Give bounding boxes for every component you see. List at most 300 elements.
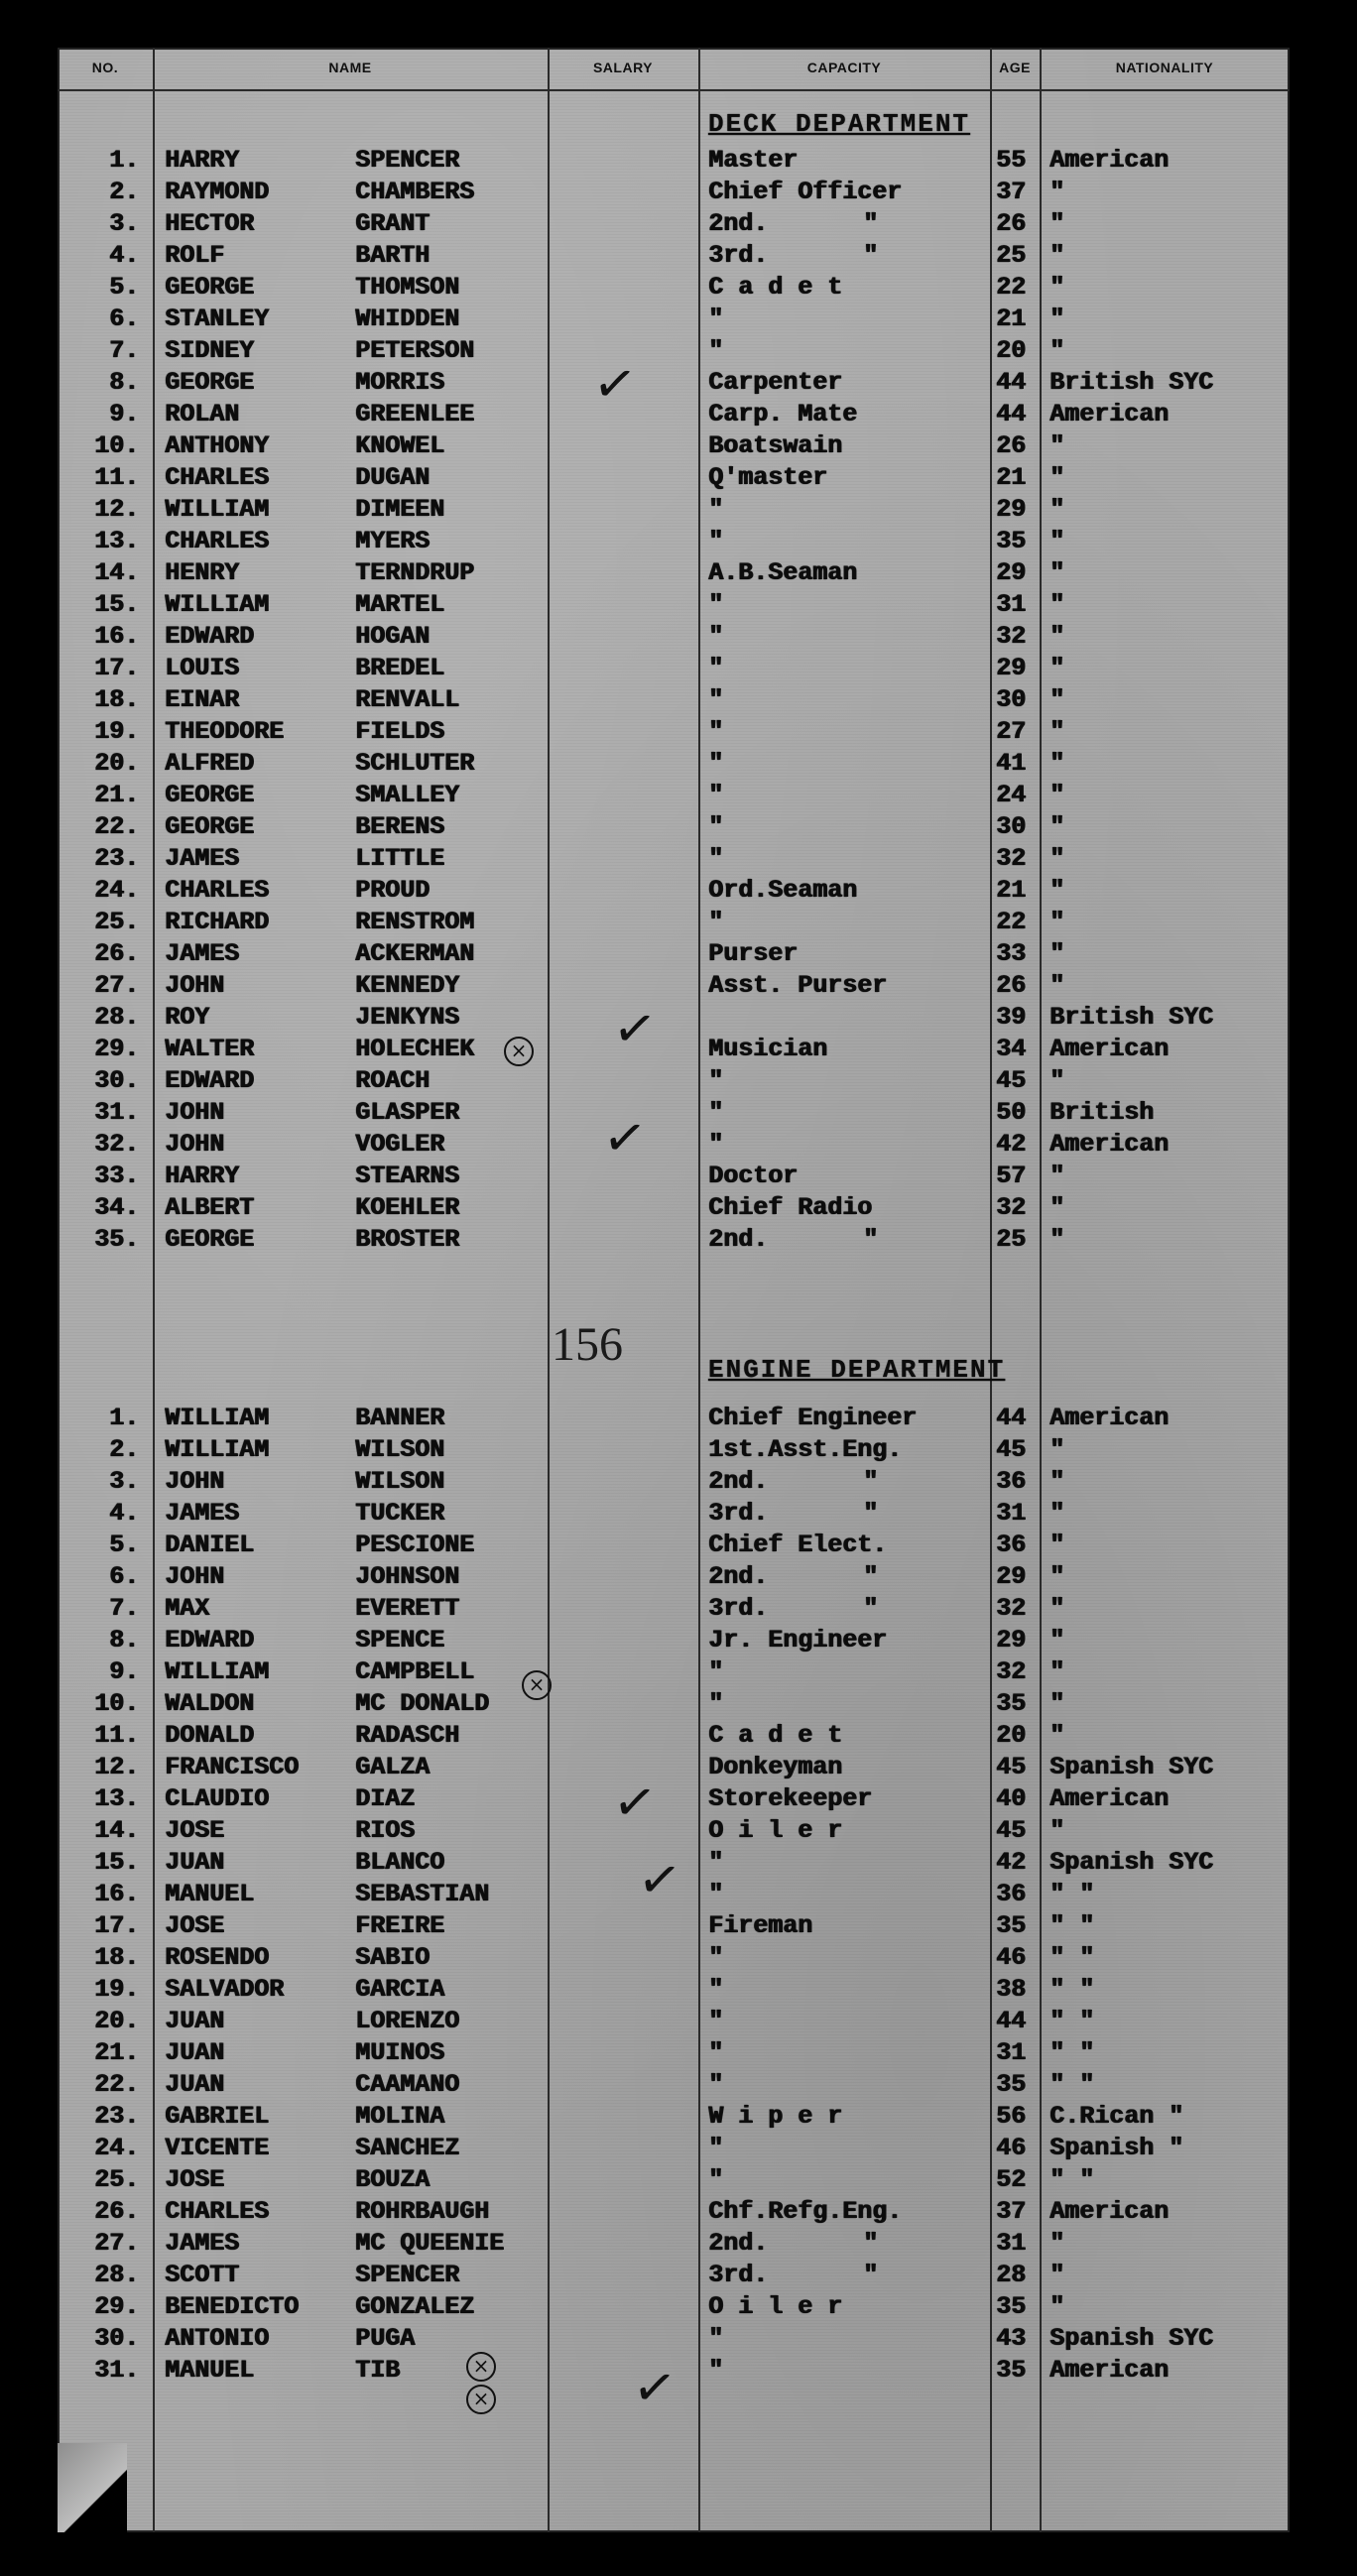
checkmark-icon: ✓ (589, 352, 641, 418)
nationality: " (1049, 2229, 1065, 2258)
row-number: 10. (93, 1689, 139, 1718)
last-name: DUGAN (355, 463, 431, 492)
capacity-ditto: " (863, 2229, 879, 2258)
nationality: " " (1049, 2038, 1095, 2067)
capacity: " (708, 2070, 724, 2099)
column-rule (153, 48, 155, 2532)
last-name: THOMSON (355, 273, 460, 302)
capacity: Donkeyman (708, 1753, 843, 1781)
row-number: 25. (93, 2165, 139, 2194)
first-name: EDWARD (165, 1066, 255, 1095)
first-name: EINAR (165, 685, 240, 714)
row-number: 5. (108, 1531, 139, 1559)
row-number: 28. (93, 2261, 139, 2289)
row-number: 4. (108, 1499, 139, 1528)
nationality: " (1049, 305, 1065, 333)
age: 46 (996, 1943, 1027, 1972)
capacity: " (708, 1975, 724, 2004)
capacity: 3rd. (708, 1594, 769, 1623)
first-name: SCOTT (165, 2261, 240, 2289)
header-no: NO. (91, 60, 119, 75)
capacity: Fireman (708, 1911, 813, 1940)
nationality: " (1049, 1594, 1065, 1623)
capacity: W i p e r (708, 2102, 843, 2131)
row-number: 12. (93, 1753, 139, 1781)
capacity-ditto: " (863, 209, 879, 238)
last-name: MC DONALD (355, 1689, 490, 1718)
nationality: " (1049, 1531, 1065, 1559)
first-name: JOHN (165, 1467, 225, 1496)
column-rule (1040, 48, 1042, 2532)
row-number: 19. (93, 717, 139, 746)
capacity: Master (708, 146, 799, 175)
checkmark-icon: ✓ (634, 1848, 685, 1913)
age: 24 (996, 781, 1027, 809)
last-name: BOUZA (355, 2165, 431, 2194)
row-number: 22. (93, 2070, 139, 2099)
last-name: BROSTER (355, 1225, 460, 1254)
first-name: WILLIAM (165, 495, 270, 524)
capacity: " (708, 305, 724, 333)
capacity: " (708, 749, 724, 778)
last-name: BERENS (355, 812, 445, 841)
row-number: 1. (108, 1404, 139, 1432)
first-name: CHARLES (165, 527, 270, 555)
capacity: " (708, 336, 724, 365)
nationality: " " (1049, 2070, 1095, 2099)
nationality: American (1049, 146, 1170, 175)
nationality: American (1049, 2356, 1170, 2385)
last-name: EVERETT (355, 1594, 460, 1623)
first-name: VICENTE (165, 2134, 270, 2162)
last-name: SEBASTIAN (355, 1880, 490, 1908)
row-number: 2. (108, 178, 139, 206)
capacity: 2nd. (708, 1562, 769, 1591)
age: 33 (996, 939, 1027, 968)
first-name: JUAN (165, 2038, 225, 2067)
capacity: Q'master (708, 463, 828, 492)
capacity: " (708, 527, 724, 555)
capacity: 1st.Asst.Eng. (708, 1435, 903, 1464)
last-name: KENNEDY (355, 971, 460, 1000)
last-name: DIAZ (355, 1784, 416, 1813)
last-name: PUGA (355, 2324, 416, 2353)
nationality: " (1049, 971, 1065, 1000)
last-name: KOEHLER (355, 1193, 460, 1222)
nationality: " (1049, 527, 1065, 555)
last-name: SPENCER (355, 146, 460, 175)
nationality: " (1049, 273, 1065, 302)
capacity-ditto: " (863, 1594, 879, 1623)
engine-department-title: ENGINE DEPARTMENT (708, 1355, 1006, 1385)
last-name: GONZALEZ (355, 2292, 475, 2321)
nationality: " " (1049, 1943, 1095, 1972)
nationality: " (1049, 781, 1065, 809)
age: 44 (996, 368, 1027, 397)
capacity: Carpenter (708, 368, 843, 397)
nationality: American (1049, 1130, 1170, 1159)
age: 21 (996, 305, 1027, 333)
nationality: " " (1049, 2007, 1095, 2035)
row-number: 3. (108, 1467, 139, 1496)
row-number: 21. (93, 2038, 139, 2067)
last-name: DIMEEN (355, 495, 445, 524)
capacity-ditto: " (863, 1499, 879, 1528)
row-number: 20. (93, 749, 139, 778)
age: 45 (996, 1816, 1027, 1845)
first-name: STANLEY (165, 305, 270, 333)
row-number: 14. (93, 558, 139, 587)
manifest-page (58, 48, 1290, 2532)
row-number: 13. (93, 527, 139, 555)
nationality: British SYC (1049, 1003, 1214, 1032)
header-age: AGE (999, 60, 1031, 75)
first-name: ROLF (165, 241, 225, 270)
last-name: VOGLER (355, 1130, 445, 1159)
capacity: 3rd. (708, 2261, 769, 2289)
age: 21 (996, 876, 1027, 905)
last-name: PROUD (355, 876, 431, 905)
capacity: Boatswain (708, 431, 843, 460)
row-number: 29. (93, 1035, 139, 1063)
last-name: MUINOS (355, 2038, 445, 2067)
age: 35 (996, 2070, 1027, 2099)
first-name: LOUIS (165, 654, 240, 682)
nationality: " (1049, 1435, 1065, 1464)
age: 32 (996, 1657, 1027, 1686)
nationality: Spanish SYC (1049, 2324, 1214, 2353)
row-number: 14. (93, 1816, 139, 1845)
nationality: Spanish " (1049, 2134, 1184, 2162)
capacity: " (708, 2324, 724, 2353)
last-name: TERNDRUP (355, 558, 475, 587)
capacity: 3rd. (708, 1499, 769, 1528)
first-name: HENRY (165, 558, 240, 587)
row-number: 17. (93, 654, 139, 682)
age: 29 (996, 654, 1027, 682)
last-name: SPENCER (355, 2261, 460, 2289)
last-name: MARTEL (355, 590, 445, 619)
capacity: Asst. Purser (708, 971, 888, 1000)
row-number: 7. (108, 1594, 139, 1623)
last-name: ROHRBAUGH (355, 2197, 490, 2226)
first-name: CHARLES (165, 876, 270, 905)
age: 52 (996, 2165, 1027, 2194)
first-name: MAX (165, 1594, 210, 1623)
column-rule (990, 48, 992, 2532)
last-name: MORRIS (355, 368, 445, 397)
last-name: BLANCO (355, 1848, 445, 1877)
crossed-circle-icon: × (522, 1670, 552, 1700)
first-name: BENEDICTO (165, 2292, 300, 2321)
capacity: " (708, 2165, 724, 2194)
capacity: " (708, 2356, 724, 2385)
age: 39 (996, 1003, 1027, 1032)
age: 50 (996, 1098, 1027, 1127)
row-number: 27. (93, 2229, 139, 2258)
header-nationality: NATIONALITY (1115, 60, 1214, 75)
age: 22 (996, 273, 1027, 302)
age: 35 (996, 527, 1027, 555)
first-name: JOHN (165, 1130, 225, 1159)
age: 20 (996, 336, 1027, 365)
row-number: 26. (93, 939, 139, 968)
row-number: 21. (93, 781, 139, 809)
capacity: Purser (708, 939, 799, 968)
first-name: WILLIAM (165, 1435, 270, 1464)
nationality: " (1049, 1721, 1065, 1750)
first-name: JUAN (165, 2070, 225, 2099)
header-capacity: CAPACITY (806, 60, 882, 75)
capacity: " (708, 1657, 724, 1686)
capacity: " (708, 1848, 724, 1877)
capacity: Musician (708, 1035, 828, 1063)
first-name: ANTONIO (165, 2324, 270, 2353)
row-number: 8. (108, 1626, 139, 1655)
nationality: " (1049, 178, 1065, 206)
last-name: TIB (355, 2356, 401, 2385)
first-name: HARRY (165, 1162, 240, 1190)
capacity: " (708, 495, 724, 524)
last-name: JENKYNS (355, 1003, 460, 1032)
age: 31 (996, 1499, 1027, 1528)
capacity: " (708, 2038, 724, 2067)
last-name: SCHLUTER (355, 749, 475, 778)
header-salary: SALARY (592, 60, 654, 75)
capacity: C a d e t (708, 1721, 843, 1750)
first-name: THEODORE (165, 717, 285, 746)
last-name: PESCIONE (355, 1531, 475, 1559)
first-name: WILLIAM (165, 1657, 270, 1686)
age: 21 (996, 463, 1027, 492)
nationality: C.Rican " (1049, 2102, 1184, 2131)
age: 44 (996, 400, 1027, 429)
capacity: Carp. Mate (708, 400, 858, 429)
capacity-ditto: " (863, 1225, 879, 1254)
capacity-ditto: " (863, 2261, 879, 2289)
first-name: JOSE (165, 1816, 225, 1845)
last-name: GREENLEE (355, 400, 475, 429)
age: 34 (996, 1035, 1027, 1063)
row-number: 5. (108, 273, 139, 302)
nationality: " (1049, 2292, 1065, 2321)
row-number: 31. (93, 1098, 139, 1127)
row-number: 16. (93, 622, 139, 651)
last-name: FIELDS (355, 717, 445, 746)
age: 29 (996, 495, 1027, 524)
first-name: GEORGE (165, 781, 255, 809)
crossed-circle-icon: × (466, 2352, 496, 2382)
crossed-circle-icon: × (466, 2385, 496, 2414)
last-name: PETERSON (355, 336, 475, 365)
first-name: JOHN (165, 1562, 225, 1591)
age: 31 (996, 2229, 1027, 2258)
nationality: American (1049, 1404, 1170, 1432)
row-number: 6. (108, 1562, 139, 1591)
first-name: JAMES (165, 939, 240, 968)
nationality: " (1049, 1657, 1065, 1686)
first-name: WALTER (165, 1035, 255, 1063)
row-number: 30. (93, 1066, 139, 1095)
first-name: WILLIAM (165, 590, 270, 619)
nationality: " " (1049, 1911, 1095, 1940)
last-name: STEARNS (355, 1162, 460, 1190)
row-number: 11. (93, 1721, 139, 1750)
capacity: " (708, 590, 724, 619)
capacity: " (708, 2007, 724, 2035)
nationality: " (1049, 1467, 1065, 1496)
age: 36 (996, 1531, 1027, 1559)
last-name: BREDEL (355, 654, 445, 682)
capacity: " (708, 622, 724, 651)
last-name: WILSON (355, 1467, 445, 1496)
last-name: BARTH (355, 241, 431, 270)
age: 29 (996, 1626, 1027, 1655)
last-name: CAAMANO (355, 2070, 460, 2099)
last-name: RENSTROM (355, 908, 475, 936)
row-number: 23. (93, 844, 139, 873)
nationality: " (1049, 1193, 1065, 1222)
nationality: " " (1049, 1975, 1095, 2004)
row-number: 9. (108, 1657, 139, 1686)
last-name: ACKERMAN (355, 939, 475, 968)
last-name: FREIRE (355, 1911, 445, 1940)
age: 45 (996, 1753, 1027, 1781)
first-name: WILLIAM (165, 1404, 270, 1432)
age: 45 (996, 1066, 1027, 1095)
capacity: C a d e t (708, 273, 843, 302)
column-rule (548, 48, 550, 2532)
age: 38 (996, 1975, 1027, 2004)
first-name: SIDNEY (165, 336, 255, 365)
first-name: CLAUDIO (165, 1784, 270, 1813)
first-name: JAMES (165, 2229, 240, 2258)
capacity: Chief Officer (708, 178, 903, 206)
capacity: O i l e r (708, 1816, 843, 1845)
row-number: 7. (108, 336, 139, 365)
row-number: 13. (93, 1784, 139, 1813)
capacity-ditto: " (863, 1562, 879, 1591)
age: 30 (996, 812, 1027, 841)
nationality: " (1049, 908, 1065, 936)
age: 26 (996, 971, 1027, 1000)
age: 20 (996, 1721, 1027, 1750)
row-number: 30. (93, 2324, 139, 2353)
last-name: LITTLE (355, 844, 445, 873)
age: 36 (996, 1880, 1027, 1908)
age: 42 (996, 1848, 1027, 1877)
age: 35 (996, 1911, 1027, 1940)
age: 36 (996, 1467, 1027, 1496)
last-name: WILSON (355, 1435, 445, 1464)
last-name: LORENZO (355, 2007, 460, 2035)
first-name: EDWARD (165, 622, 255, 651)
deck-department-title: DECK DEPARTMENT (708, 109, 971, 139)
first-name: DONALD (165, 1721, 255, 1750)
folded-corner (58, 2443, 127, 2532)
capacity: " (708, 1066, 724, 1095)
age: 40 (996, 1784, 1027, 1813)
checkmark-icon: ✓ (609, 997, 661, 1062)
nationality: " (1049, 241, 1065, 270)
capacity: Chief Radio (708, 1193, 873, 1222)
nationality: " (1049, 1689, 1065, 1718)
first-name: RICHARD (165, 908, 270, 936)
age: 26 (996, 431, 1027, 460)
row-number: 8. (108, 368, 139, 397)
capacity: Storekeeper (708, 1784, 873, 1813)
age: 26 (996, 209, 1027, 238)
capacity: " (708, 685, 724, 714)
row-number: 24. (93, 876, 139, 905)
row-number: 35. (93, 1225, 139, 1254)
capacity: 2nd. (708, 1467, 769, 1496)
nationality: Spanish SYC (1049, 1848, 1214, 1877)
first-name: JOSE (165, 2165, 225, 2194)
first-name: GEORGE (165, 273, 255, 302)
capacity: " (708, 654, 724, 682)
capacity: " (708, 1098, 724, 1127)
first-name: RAYMOND (165, 178, 270, 206)
first-name: HARRY (165, 146, 240, 175)
nationality: " (1049, 1816, 1065, 1845)
first-name: MANUEL (165, 2356, 255, 2385)
nationality: " (1049, 1499, 1065, 1528)
nationality: " (1049, 749, 1065, 778)
first-name: JUAN (165, 1848, 225, 1877)
last-name: RIOS (355, 1816, 416, 1845)
row-number: 33. (93, 1162, 139, 1190)
first-name: JAMES (165, 844, 240, 873)
age: 29 (996, 1562, 1027, 1591)
capacity: " (708, 717, 724, 746)
row-number: 3. (108, 209, 139, 238)
capacity: " (708, 908, 724, 936)
last-name: SANCHEZ (355, 2134, 460, 2162)
last-name: CAMPBELL (355, 1657, 475, 1686)
first-name: FRANCISCO (165, 1753, 300, 1781)
first-name: ALBERT (165, 1193, 255, 1222)
nationality: " (1049, 431, 1065, 460)
header-name: NAME (328, 60, 372, 75)
age: 32 (996, 844, 1027, 873)
nationality: " (1049, 1162, 1065, 1190)
capacity: " (708, 812, 724, 841)
last-name: ROACH (355, 1066, 431, 1095)
age: 45 (996, 1435, 1027, 1464)
last-name: HOGAN (355, 622, 431, 651)
row-number: 31. (93, 2356, 139, 2385)
last-name: WHIDDEN (355, 305, 460, 333)
age: 27 (996, 717, 1027, 746)
row-number: 20. (93, 2007, 139, 2035)
first-name: GEORGE (165, 812, 255, 841)
row-number: 28. (93, 1003, 139, 1032)
last-name: GALZA (355, 1753, 431, 1781)
row-number: 26. (93, 2197, 139, 2226)
capacity: Ord.Seaman (708, 876, 858, 905)
last-name: GRANT (355, 209, 431, 238)
row-number: 12. (93, 495, 139, 524)
capacity-ditto: " (863, 1467, 879, 1496)
nationality: " (1049, 812, 1065, 841)
first-name: JOHN (165, 1098, 225, 1127)
nationality: " (1049, 2261, 1065, 2289)
row-number: 9. (108, 400, 139, 429)
last-name: RADASCH (355, 1721, 460, 1750)
row-number: 1. (108, 146, 139, 175)
nationality: " (1049, 590, 1065, 619)
